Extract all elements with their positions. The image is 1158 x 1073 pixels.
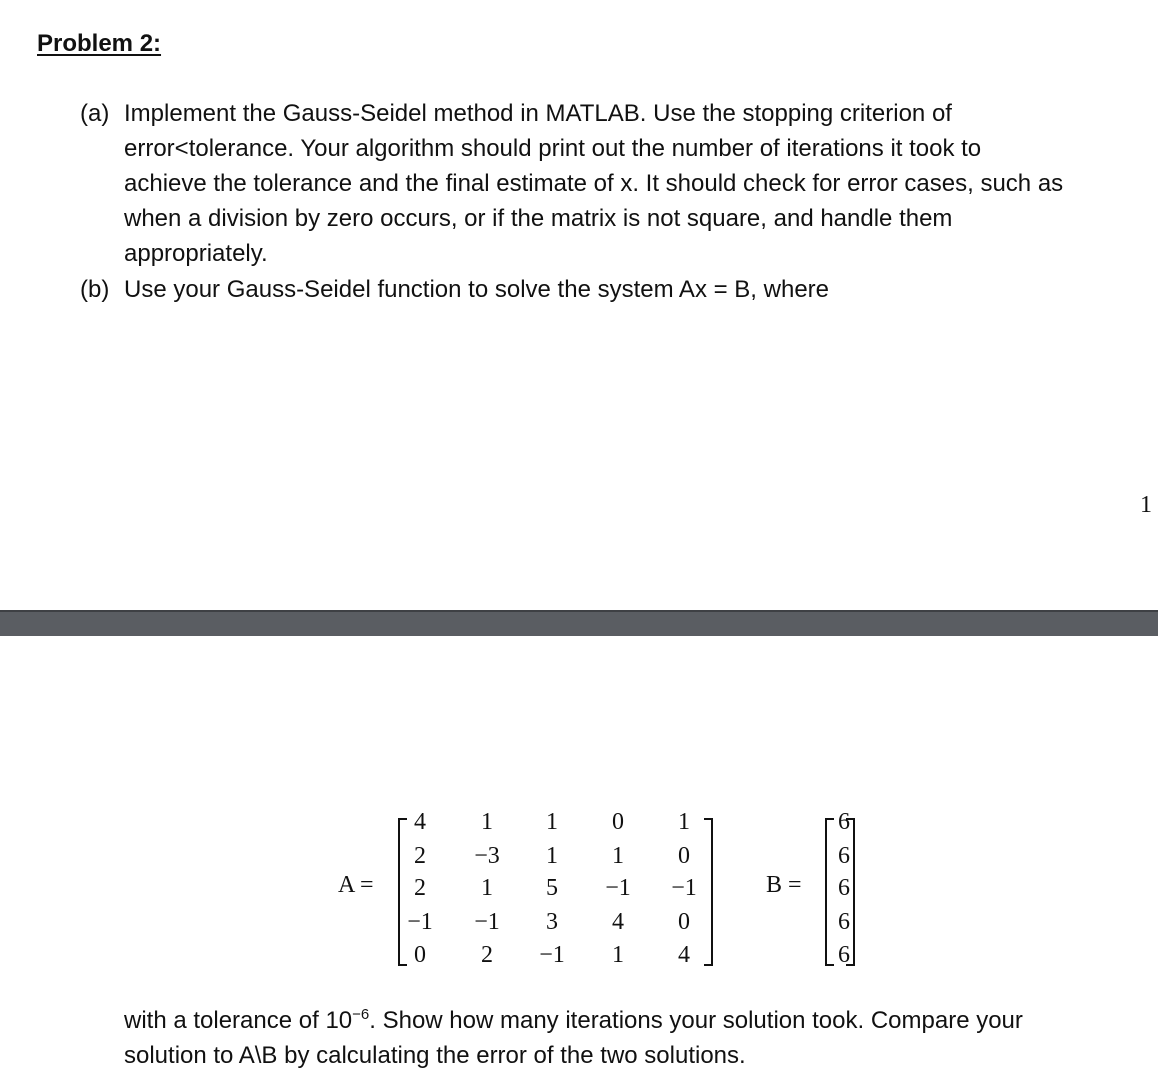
matrix-a-cell: 3: [546, 909, 558, 935]
matrix-a-cell: −1: [605, 875, 631, 901]
closing-line-1-after: . Show how many iterations your solution took. Compare your: [369, 1007, 1023, 1034]
part-a-line: error<tolerance. Your algorithm should print out the number of iterations it took to: [124, 135, 982, 162]
matrix-a-cell: 0: [414, 942, 426, 968]
matrix-a-cell: 1: [546, 843, 558, 869]
closing-line-1-before: with a tolerance of 10: [124, 1007, 353, 1034]
closing-line-2: solution to A\B by calculating the error of the two solutions.: [124, 1042, 746, 1069]
matrix-a-cell: 1: [612, 843, 624, 869]
matrix-a-cell: 1: [546, 809, 558, 835]
part-a-line: achieve the tolerance and the final estimate of x. It should check for error cases, such as: [124, 170, 1064, 197]
matrix-b-cell: 6: [838, 875, 850, 901]
matrix-a-cell: 4: [612, 909, 624, 935]
part-a-tag: (a): [80, 100, 110, 127]
matrix-b-cell: 6: [838, 809, 850, 835]
matrix-a-cell: 2: [414, 843, 426, 869]
matrix-a-cell: 0: [678, 909, 690, 935]
part-b-tag: (b): [80, 276, 110, 303]
matrix-b-label: B =: [766, 872, 802, 898]
matrix-a-cell: −1: [407, 909, 433, 935]
matrix-a-cell: 2: [481, 942, 493, 968]
part-a-line: Implement the Gauss-Seidel method in MATLAB. Use the stopping criterion of: [124, 100, 952, 127]
matrix-b-left-bracket: [825, 818, 834, 966]
matrix-a-cell: 2: [414, 875, 426, 901]
part-a: [80, 96, 1158, 276]
matrix-a-cell: 1: [481, 809, 493, 835]
matrix-b-cell: 6: [838, 909, 850, 935]
matrix-a-label: A =: [338, 872, 374, 898]
tolerance-exponent: −6: [352, 1006, 370, 1023]
matrix-a-cell: −3: [474, 843, 500, 869]
page-break-divider: [0, 610, 1158, 636]
matrix-a-cell: −1: [474, 909, 500, 935]
matrix-a-cell: 4: [414, 809, 426, 835]
closing-text: [124, 1003, 1023, 1073]
page-number: 1: [1140, 492, 1152, 518]
part-b: [80, 272, 1158, 312]
matrix-a-cell: 1: [612, 942, 624, 968]
matrix-a-cell: 1: [678, 809, 690, 835]
matrix-a-cell: 0: [612, 809, 624, 835]
matrix-b-cell: 6: [838, 843, 850, 869]
matrix-a-cell: 1: [481, 875, 493, 901]
closing-line-1: [124, 1003, 1023, 1038]
matrix-a-cell: 4: [678, 942, 690, 968]
part-a-line: appropriately.: [124, 240, 268, 267]
matrix-a-cell: 5: [546, 875, 558, 901]
part-b-body: Use your Gauss-Seidel function to solve the system Ax = B, where: [124, 276, 829, 303]
part-a-body: [124, 96, 1063, 271]
matrix-b-cell: 6: [838, 942, 850, 968]
matrix-a-cell: 0: [678, 843, 690, 869]
matrix-a-cell: −1: [671, 875, 697, 901]
part-a-line: when a division by zero occurs, or if the matrix is not square, and handle them: [124, 205, 953, 232]
matrix-a-cell: −1: [539, 942, 565, 968]
problem-title: Problem 2:: [37, 30, 162, 57]
